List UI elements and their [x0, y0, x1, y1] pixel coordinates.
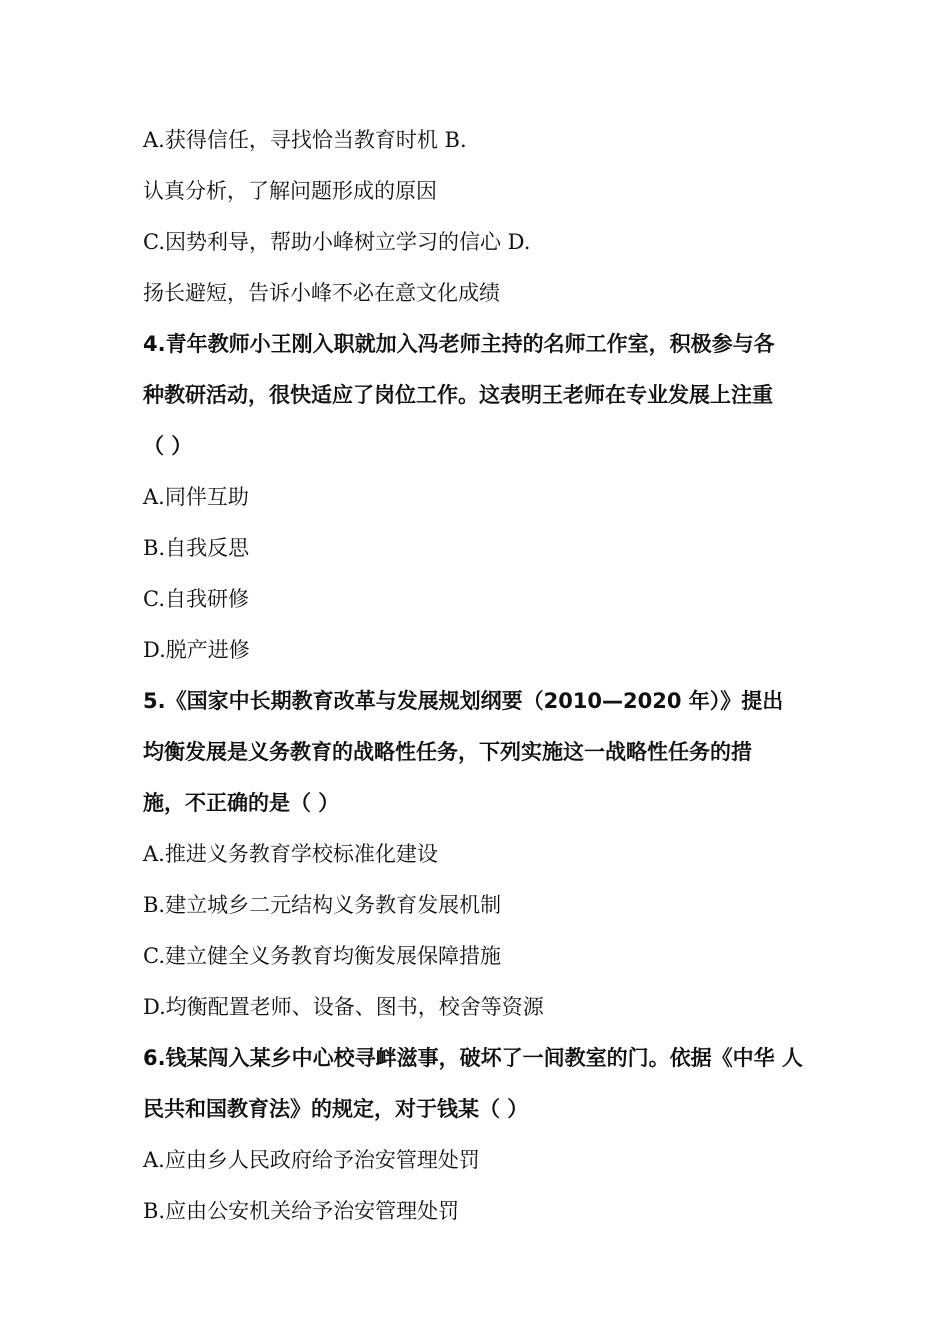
q6-stem-line-1: 6.钱某闯入某乡中心校寻衅滋事，破坏了一间教室的门。依据《中华 人	[143, 1046, 803, 1070]
q6-stem-line-2: 民共和国教育法》的规定，对于钱某（ ）	[143, 1097, 529, 1121]
q5-stem-line-1: 5.《国家中长期教育改革与发展规划纲要（2010—2020 年）》提出	[143, 689, 784, 713]
q6-option-a: A.应由乡人民政府给予治安管理处罚	[143, 1148, 480, 1172]
q4-option-c: C.自我研修	[143, 587, 249, 611]
q4-option-a: A.同伴互助	[143, 485, 249, 509]
q4-option-d: D.脱产进修	[143, 638, 250, 662]
q6-option-b: B.应由公安机关给予治安管理处罚	[143, 1199, 460, 1223]
q5-option-b: B.建立城乡二元结构义务教育发展机制	[143, 893, 502, 917]
q3-option-line-3: C.因势利导，帮助小峰树立学习的信心 D.	[143, 230, 531, 254]
q4-stem-line-2: 种教研活动，很快适应了岗位工作。这表明王老师在专业发展上注重	[143, 383, 773, 407]
q5-option-a: A.推进义务教育学校标准化建设	[143, 842, 438, 866]
q4-stem-line-1: 4.青年教师小王刚入职就加入冯老师主持的名师工作室，积极参与各	[143, 332, 775, 356]
q4-option-b: B.自我反思	[143, 536, 250, 560]
q3-option-line-2: 认真分析，了解问题形成的原因	[143, 179, 437, 203]
q5-stem-line-3: 施，不正确的是（ ）	[143, 791, 340, 815]
q3-option-line-1: A.获得信任，寻找恰当教育时机 B.	[143, 128, 467, 152]
q5-option-d: D.均衡配置老师、设备、图书，校舍等资源	[143, 995, 544, 1019]
q5-stem-line-2: 均衡发展是义务教育的战略性任务，下列实施这一战略性任务的措	[143, 740, 752, 764]
q4-stem-line-3: （ ）	[143, 434, 193, 458]
q5-option-c: C.建立健全义务教育均衡发展保障措施	[143, 944, 501, 968]
q3-option-line-4: 扬长避短，告诉小峰不必在意文化成绩	[143, 281, 500, 305]
